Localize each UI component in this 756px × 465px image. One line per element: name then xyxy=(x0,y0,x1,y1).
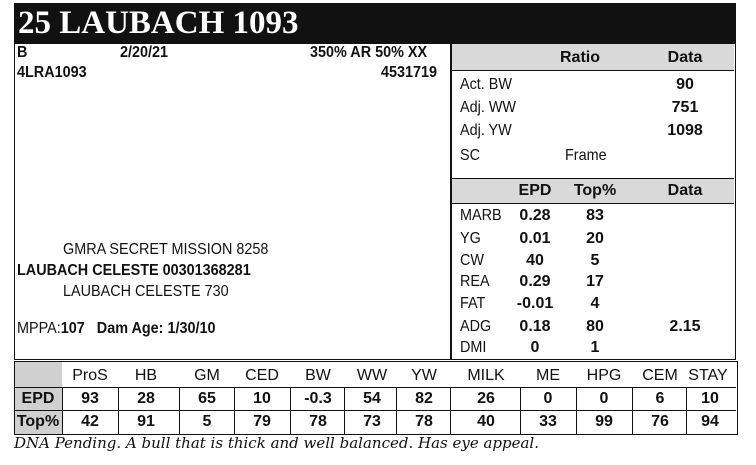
epd-col-header: EPD xyxy=(518,182,552,199)
trait-header-stay: STAY xyxy=(688,367,728,384)
epd-label-5: ADG xyxy=(460,318,492,335)
epd-top-4: 4 xyxy=(590,295,600,312)
epd-label-4: FAT xyxy=(460,295,486,312)
epd-label-2: CW xyxy=(460,252,484,269)
epd-top-0: 83 xyxy=(586,207,604,224)
ratio-label-1: Adj. WW xyxy=(460,99,516,116)
epd-top-2: 5 xyxy=(590,252,600,269)
trait-header-yw: YW xyxy=(411,367,437,384)
trait-top-ww: 73 xyxy=(363,413,381,430)
trait-epd-ww: 54 xyxy=(363,390,381,407)
epd-label-0: MARB xyxy=(460,207,502,224)
trait-epd-ced: 10 xyxy=(253,390,271,407)
ratio-label-3: SC xyxy=(460,147,481,164)
epd-value-6: 0 xyxy=(530,339,540,356)
epd-top-1: 20 xyxy=(586,230,604,247)
sex: B xyxy=(17,44,28,61)
trait-header-bw: BW xyxy=(305,367,331,384)
ratio-data-1: 751 xyxy=(671,99,699,116)
breed-percentage: 350% AR 50% XX xyxy=(310,44,428,61)
tattoo: 4LRA1093 xyxy=(17,64,87,81)
trait-epd-bw: -0.3 xyxy=(304,390,332,407)
trait-top-yw: 78 xyxy=(415,413,433,430)
pedigree-dam-dam: LAUBACH CELESTE 730 xyxy=(63,283,229,300)
trait-top-pros: 42 xyxy=(81,413,99,430)
epd-value-3: 0.29 xyxy=(519,273,551,290)
ratio-header-line xyxy=(452,70,734,71)
trait-epd-gm: 65 xyxy=(198,390,216,407)
trait-top-milk: 40 xyxy=(477,413,495,430)
lot-header xyxy=(14,3,736,43)
trait-header-pros: ProS xyxy=(72,367,108,384)
epd-value-1: 0.01 xyxy=(519,230,551,247)
mppa-label: MPPA: xyxy=(17,320,61,337)
trait-epd-milk: 26 xyxy=(477,390,495,407)
lot-title: 25 LAUBACH 1093 xyxy=(18,5,299,41)
epd-value-5: 0.18 xyxy=(519,318,551,335)
epd-top-6: 1 xyxy=(590,339,600,356)
trait-header-ww: WW xyxy=(356,367,388,384)
trait-epd-hb: 28 xyxy=(137,390,155,407)
epd-top-5: 80 xyxy=(586,318,604,335)
trait-top-me: 33 xyxy=(539,413,557,430)
ratio-col-header: Ratio xyxy=(560,49,600,66)
epd-label-3: REA xyxy=(460,273,490,290)
epd-value-4: -0.01 xyxy=(516,295,554,312)
epd-header-line xyxy=(452,203,734,204)
trait-header-cem: CEM xyxy=(642,367,678,384)
trait-epd-hpg: 0 xyxy=(599,390,609,407)
trait-epd-yw: 82 xyxy=(415,390,433,407)
birth-date: 2/20/21 xyxy=(120,44,169,61)
epd-data-5: 2.15 xyxy=(669,318,701,335)
trait-top-ced: 79 xyxy=(253,413,271,430)
trait-header-gm: GM xyxy=(194,367,220,384)
pedigree-dam: LAUBACH CELESTE 00301368281 xyxy=(17,262,251,279)
trait-header-hpg: HPG xyxy=(586,367,622,384)
dam-age-label: Dam Age: xyxy=(96,320,164,337)
trait-top-hpg: 99 xyxy=(595,413,613,430)
comment-note: DNA Pending. A bull that is thick and well balanced. Has eye appeal. xyxy=(14,434,539,452)
trait-header-hb: HB xyxy=(134,367,158,384)
ratio-data-0: 90 xyxy=(676,76,694,93)
trait-top-gm: 5 xyxy=(202,413,212,430)
traits-row-line xyxy=(14,410,736,411)
registration-number: 4531719 xyxy=(381,64,438,81)
trait-header-me: ME xyxy=(536,367,560,384)
trait-header-milk: MILK xyxy=(467,367,505,384)
pedigree-sire-of-dam: GMRA SECRET MISSION 8258 xyxy=(63,241,269,258)
mppa-row xyxy=(17,319,216,339)
traits-header-line xyxy=(14,387,736,388)
trait-header-ced: CED xyxy=(245,367,279,384)
trait-top-cem: 76 xyxy=(651,413,669,430)
trait-top-stay: 94 xyxy=(701,413,719,430)
trait-epd-cem: 6 xyxy=(655,390,665,407)
traits-epd-label: EPD xyxy=(21,390,55,407)
dam-age-value: 1/30/10 xyxy=(167,320,216,337)
ratio-data-2: 1098 xyxy=(667,122,703,139)
traits-top-label: Top% xyxy=(16,413,60,430)
epd-value-2: 40 xyxy=(526,252,544,269)
ratio-data-col-header: Data xyxy=(667,49,703,66)
ratio-label-2: Adj. YW xyxy=(460,122,512,139)
epd-data-col-header: Data xyxy=(667,182,703,199)
trait-epd-stay: 10 xyxy=(701,390,719,407)
ratio-value-3: Frame xyxy=(565,147,607,164)
epd-value-0: 0.28 xyxy=(519,207,551,224)
top-col-header: Top% xyxy=(573,182,617,199)
trait-epd-pros: 93 xyxy=(81,390,99,407)
trait-epd-me: 0 xyxy=(543,390,553,407)
mppa-value: 107 xyxy=(60,320,85,337)
epd-label-1: YG xyxy=(460,230,481,247)
epd-top-3: 17 xyxy=(586,273,604,290)
epd-label-6: DMI xyxy=(460,339,487,356)
ratio-label-0: Act. BW xyxy=(460,76,513,93)
trait-top-bw: 78 xyxy=(309,413,327,430)
trait-top-hb: 91 xyxy=(137,413,155,430)
